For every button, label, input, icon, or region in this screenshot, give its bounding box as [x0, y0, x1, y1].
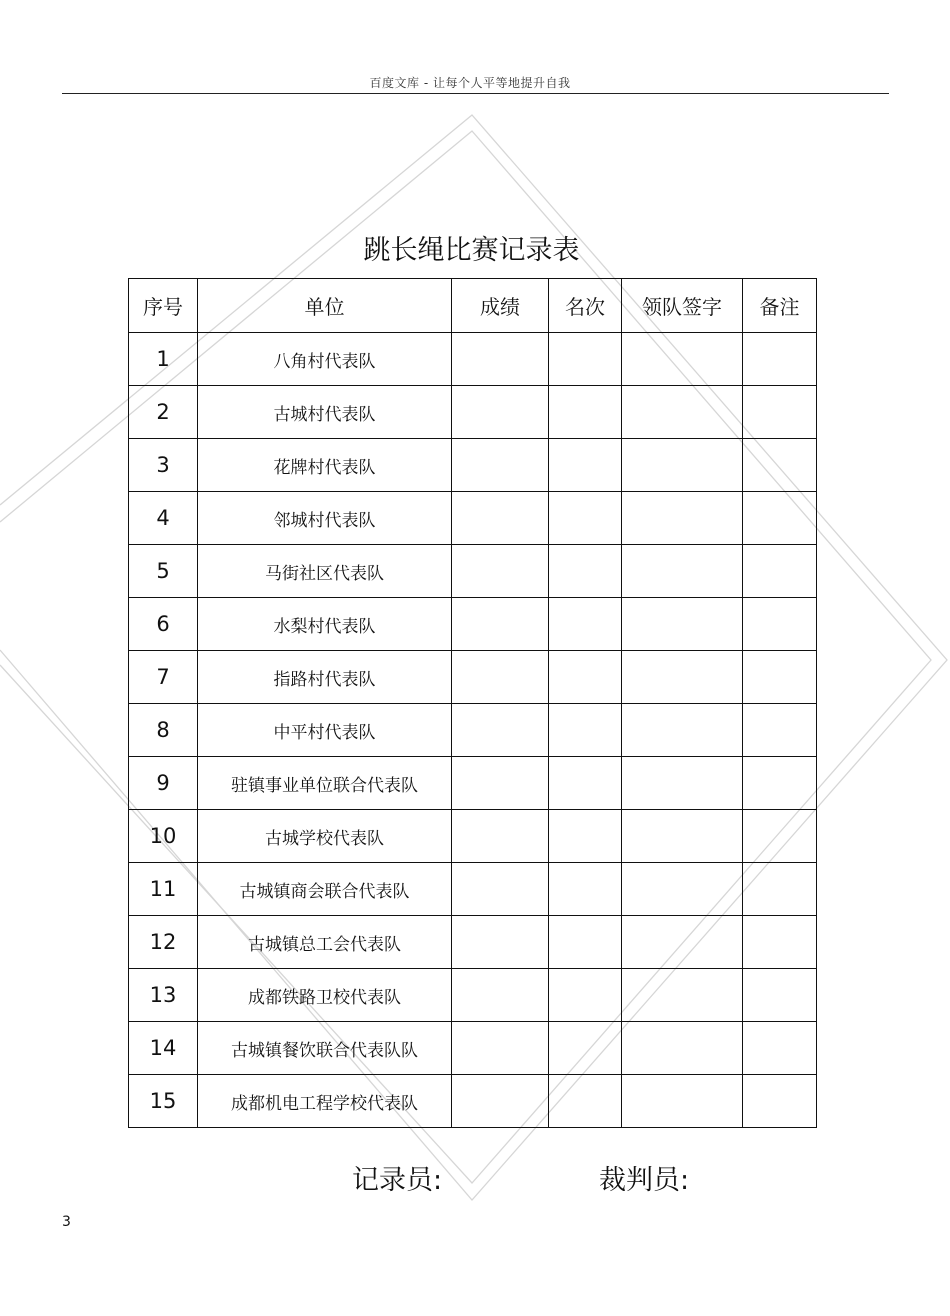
column-header-remarks: 备注 [743, 279, 817, 333]
row-unit: 古城学校代表队 [198, 810, 452, 863]
score-cell[interactable] [452, 916, 549, 969]
table-row [129, 386, 817, 439]
signature-cell[interactable] [622, 492, 743, 545]
score-cell[interactable] [452, 704, 549, 757]
record-table [128, 278, 817, 1128]
column-header-rank: 名次 [549, 279, 622, 333]
row-number: 4 [129, 492, 198, 545]
row-number: 15 [129, 1075, 198, 1128]
rank-cell[interactable] [549, 810, 622, 863]
row-unit: 花牌村代表队 [198, 439, 452, 492]
table-row [129, 863, 817, 916]
row-number: 9 [129, 757, 198, 810]
score-cell[interactable] [452, 439, 549, 492]
row-number: 12 [129, 916, 198, 969]
remarks-cell[interactable] [743, 1022, 817, 1075]
column-header-unit: 单位 [198, 279, 452, 333]
table-row [129, 969, 817, 1022]
rank-cell[interactable] [549, 969, 622, 1022]
table-row [129, 492, 817, 545]
score-cell[interactable] [452, 598, 549, 651]
row-number: 6 [129, 598, 198, 651]
row-unit: 驻镇事业单位联合代表队 [198, 757, 452, 810]
row-unit: 古城镇餐饮联合代表队队 [198, 1022, 452, 1075]
rank-cell[interactable] [549, 439, 622, 492]
signature-cell[interactable] [622, 704, 743, 757]
score-cell[interactable] [452, 545, 549, 598]
rank-cell[interactable] [549, 704, 622, 757]
row-unit: 邻城村代表队 [198, 492, 452, 545]
signature-cell[interactable] [622, 545, 743, 598]
remarks-cell[interactable] [743, 757, 817, 810]
remarks-cell[interactable] [743, 492, 817, 545]
table-row [129, 598, 817, 651]
row-unit: 成都铁路卫校代表队 [198, 969, 452, 1022]
rank-cell[interactable] [549, 333, 622, 386]
signature-cell[interactable] [622, 651, 743, 704]
row-unit: 古城镇商会联合代表队 [198, 863, 452, 916]
row-number: 14 [129, 1022, 198, 1075]
remarks-cell[interactable] [743, 651, 817, 704]
score-cell[interactable] [452, 1022, 549, 1075]
remarks-cell[interactable] [743, 704, 817, 757]
rank-cell[interactable] [549, 916, 622, 969]
column-header-no: 序号 [129, 279, 198, 333]
document-header: 百度文库 - 让每个人平等地提升自我 [369, 76, 571, 90]
row-unit: 古城村代表队 [198, 386, 452, 439]
row-unit: 马街社区代表队 [198, 545, 452, 598]
score-cell[interactable] [452, 1075, 549, 1128]
score-cell[interactable] [452, 810, 549, 863]
remarks-cell[interactable] [743, 439, 817, 492]
remarks-cell[interactable] [743, 810, 817, 863]
recorder-label: 记录员: [352, 1165, 443, 1196]
row-number: 11 [129, 863, 198, 916]
row-number: 3 [129, 439, 198, 492]
signature-cell[interactable] [622, 598, 743, 651]
row-number: 10 [129, 810, 198, 863]
row-number: 13 [129, 969, 198, 1022]
rank-cell[interactable] [549, 492, 622, 545]
remarks-cell[interactable] [743, 969, 817, 1022]
score-cell[interactable] [452, 863, 549, 916]
row-unit: 成都机电工程学校代表队 [198, 1075, 452, 1128]
remarks-cell[interactable] [743, 386, 817, 439]
rank-cell[interactable] [549, 598, 622, 651]
remarks-cell[interactable] [743, 863, 817, 916]
signature-cell[interactable] [622, 1075, 743, 1128]
column-header-leader-signature: 领队签字 [622, 279, 743, 333]
rank-cell[interactable] [549, 1075, 622, 1128]
row-number: 1 [129, 333, 198, 386]
row-unit: 指路村代表队 [198, 651, 452, 704]
row-number: 5 [129, 545, 198, 598]
remarks-cell[interactable] [743, 598, 817, 651]
table-row [129, 1022, 817, 1075]
remarks-cell[interactable] [743, 333, 817, 386]
page-title: 跳长绳比赛记录表 [363, 235, 580, 266]
signature-cell[interactable] [622, 757, 743, 810]
table-header-row [129, 279, 817, 333]
row-unit: 八角村代表队 [198, 333, 452, 386]
score-cell[interactable] [452, 651, 549, 704]
rank-cell[interactable] [549, 386, 622, 439]
rank-cell[interactable] [549, 863, 622, 916]
table-row [129, 704, 817, 757]
row-number: 8 [129, 704, 198, 757]
rank-cell[interactable] [549, 1022, 622, 1075]
table-row [129, 810, 817, 863]
row-number: 7 [129, 651, 198, 704]
score-cell[interactable] [452, 386, 549, 439]
table-row [129, 651, 817, 704]
row-unit: 古城镇总工会代表队 [198, 916, 452, 969]
table-row [129, 545, 817, 598]
row-unit: 水梨村代表队 [198, 598, 452, 651]
score-cell[interactable] [452, 969, 549, 1022]
signature-cell[interactable] [622, 439, 743, 492]
remarks-cell[interactable] [743, 916, 817, 969]
table-row [129, 439, 817, 492]
score-cell[interactable] [452, 492, 549, 545]
table-row [129, 916, 817, 969]
row-number: 2 [129, 386, 198, 439]
signature-cell[interactable] [622, 1022, 743, 1075]
column-header-score: 成绩 [452, 279, 549, 333]
row-unit: 中平村代表队 [198, 704, 452, 757]
signature-cell[interactable] [622, 386, 743, 439]
table-row [129, 1075, 817, 1128]
remarks-cell[interactable] [743, 545, 817, 598]
score-cell[interactable] [452, 333, 549, 386]
signature-cell[interactable] [622, 333, 743, 386]
signature-cell[interactable] [622, 863, 743, 916]
rank-cell[interactable] [549, 545, 622, 598]
page-number: 3 [62, 1214, 71, 1230]
signature-cell[interactable] [622, 810, 743, 863]
referee-label: 裁判员: [599, 1165, 690, 1196]
rank-cell[interactable] [549, 757, 622, 810]
table-row [129, 757, 817, 810]
signature-cell[interactable] [622, 969, 743, 1022]
remarks-cell[interactable] [743, 1075, 817, 1128]
table-row [129, 333, 817, 386]
rank-cell[interactable] [549, 651, 622, 704]
header-rule [62, 93, 889, 94]
signature-cell[interactable] [622, 916, 743, 969]
score-cell[interactable] [452, 757, 549, 810]
